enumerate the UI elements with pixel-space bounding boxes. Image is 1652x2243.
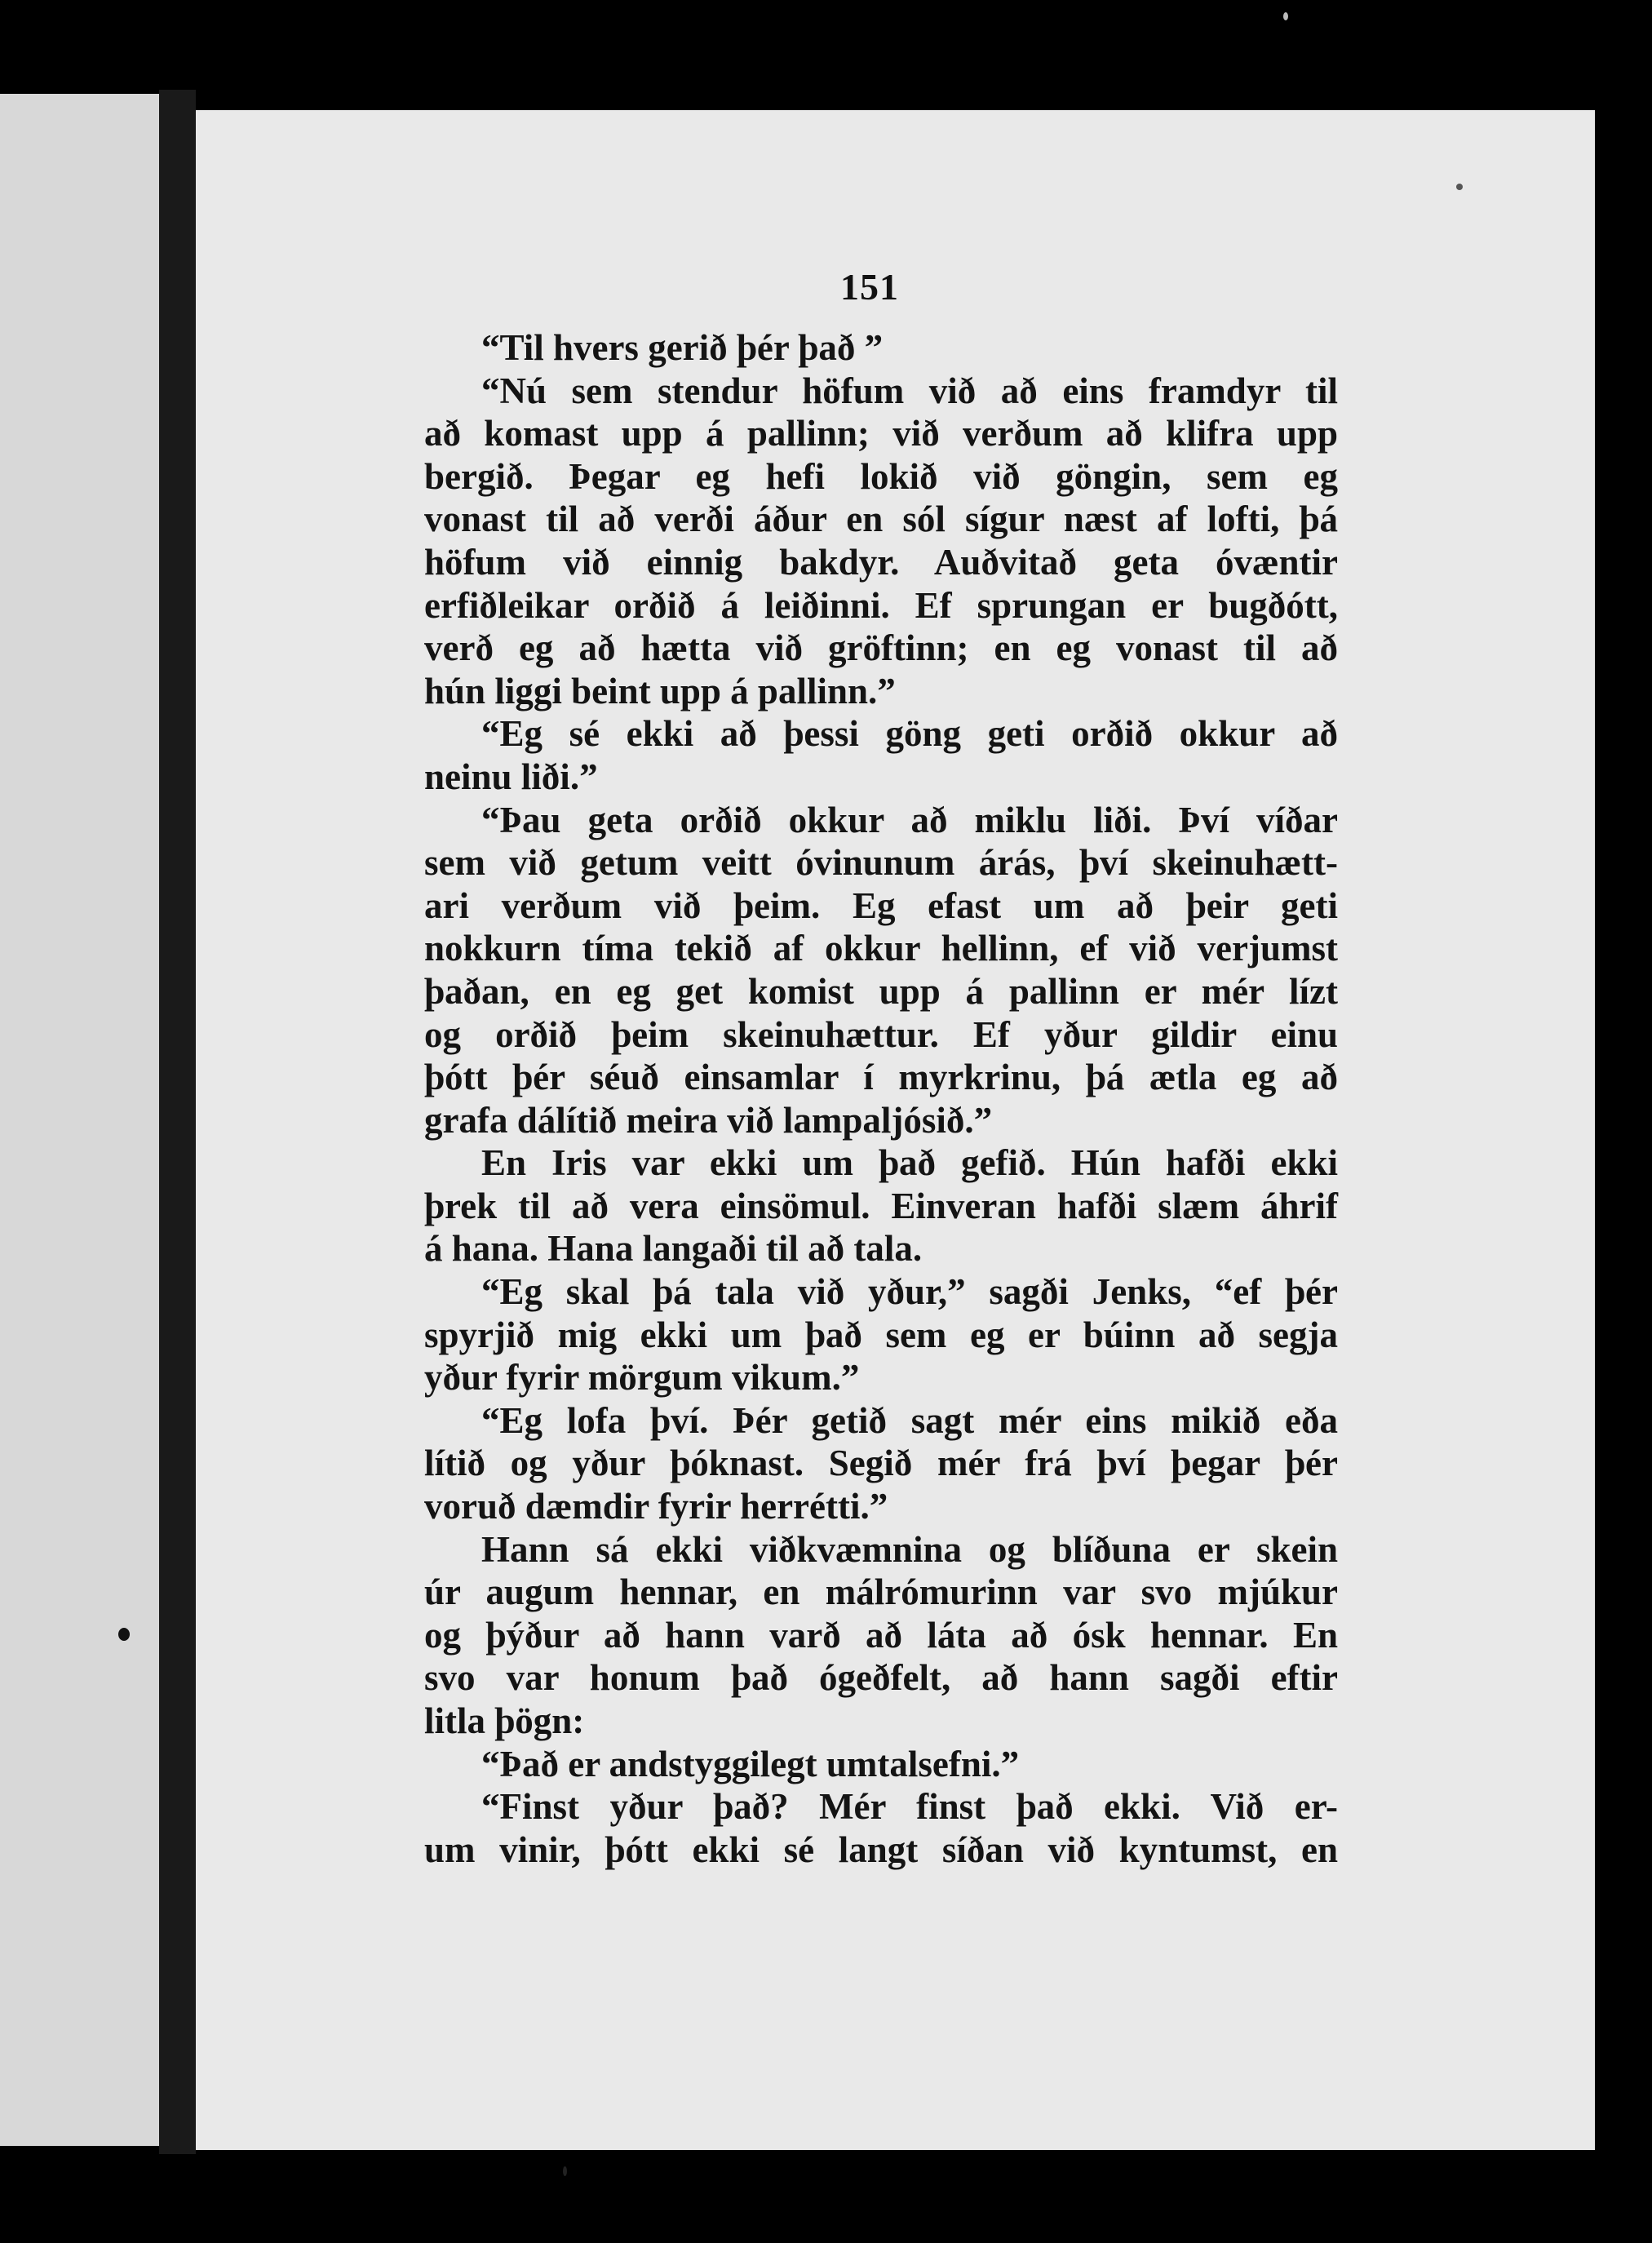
text-line: “Finst yður það? Mér finst það ekki. Við er- xyxy=(481,1786,1338,1828)
text-line: “Eg sé ekki að þessi göng geti orðið okkur að xyxy=(481,713,1338,755)
text-line: voruð dæmdir fyrir herrétti.” xyxy=(424,1486,888,1527)
text-line: þrek til að vera einsömul. Einveran hafði slæm áhrif xyxy=(424,1185,1338,1226)
text-line: á hana. Hana langaði til að tala. xyxy=(424,1228,923,1270)
text-line: þaðan, en eg get komist upp á pallinn er mér lízt xyxy=(424,970,1338,1012)
dust-speck xyxy=(563,2166,567,2176)
text-line: úr augum hennar, en málrómurinn var svo mjúkur xyxy=(424,1571,1338,1613)
text-line: sem við getum veitt óvinunum árás, því skeinuhætt- xyxy=(424,842,1338,884)
text-line: neinu liði.” xyxy=(424,756,598,797)
text-line: og orðið þeim skeinuhættur. Ef yður gildir einu xyxy=(424,1013,1338,1055)
text-line: vonast til að verði áður en sól sígur næst af lofti, þá xyxy=(424,499,1338,540)
text-line: nokkurn tíma tekið af okkur hellinn, ef við verjumst xyxy=(424,928,1338,969)
dust-speck xyxy=(1456,184,1463,190)
text-line: grafa dálítið meira við lampaljósið.” xyxy=(424,1099,993,1141)
text-line: þótt þér séuð einsamlar í myrkrinu, þá ætla eg að xyxy=(424,1057,1338,1098)
facing-page-edge xyxy=(0,94,159,2146)
text-line: “Eg skal þá tala við yður,” sagði Jenks, “ef þér xyxy=(481,1271,1338,1313)
text-line: “Nú sem stendur höfum við að eins framdyr til xyxy=(481,370,1338,411)
text-line: um vinir, þótt ekki sé langt síðan við kyntumst, en xyxy=(424,1829,1338,1870)
page-number: 151 xyxy=(840,266,899,308)
text-line: En Iris var ekki um það gefið. Hún hafði ekki xyxy=(481,1142,1338,1184)
text-line: spyrjið mig ekki um það sem eg er búinn að segja xyxy=(424,1314,1338,1355)
text-line: ari verðum við þeim. Eg efast um að þeir geti xyxy=(424,884,1338,926)
dust-speck xyxy=(1283,12,1288,20)
text-line: svo var honum það ógeðfelt, að hann sagði eftir xyxy=(424,1657,1338,1699)
text-line: höfum við einnig bakdyr. Auðvitað geta óvæntir xyxy=(424,541,1338,583)
body-text xyxy=(424,326,1338,1871)
text-line: erfiðleikar orðið á leiðinni. Ef sprungan er bugðótt, xyxy=(424,584,1338,626)
text-line: Hann sá ekki viðkvæmnina og blíðuna er skein xyxy=(481,1528,1338,1570)
text-line: lítið og yður þóknast. Segið mér frá því þegar þér xyxy=(424,1443,1338,1484)
text-line: “Þau geta orðið okkur að miklu liði. Því víðar xyxy=(481,799,1338,840)
text-line: yður fyrir mörgum vikum.” xyxy=(424,1357,860,1399)
text-line: “Til hvers gerið þér það ” xyxy=(481,327,884,368)
text-line: hún liggi beint upp á pallinn.” xyxy=(424,670,896,711)
text-line: litla þögn: xyxy=(424,1700,585,1741)
text-line: “Það er andstyggilegt umtalsefni.” xyxy=(481,1743,1020,1784)
dust-speck xyxy=(118,1628,130,1641)
text-line: “Eg lofa því. Þér getið sagt mér eins mikið eða xyxy=(481,1399,1338,1441)
book-gutter xyxy=(159,90,196,2154)
text-line: að komast upp á pallinn; við verðum að klifra upp xyxy=(424,413,1338,454)
text-line: bergið. Þegar eg hefi lokið við göngin, sem eg xyxy=(424,455,1338,497)
text-line: verð eg að hætta við gröftinn; en eg vonast til að xyxy=(424,627,1338,669)
text-line: og þýður að hann varð að láta að ósk hennar. En xyxy=(424,1614,1338,1656)
